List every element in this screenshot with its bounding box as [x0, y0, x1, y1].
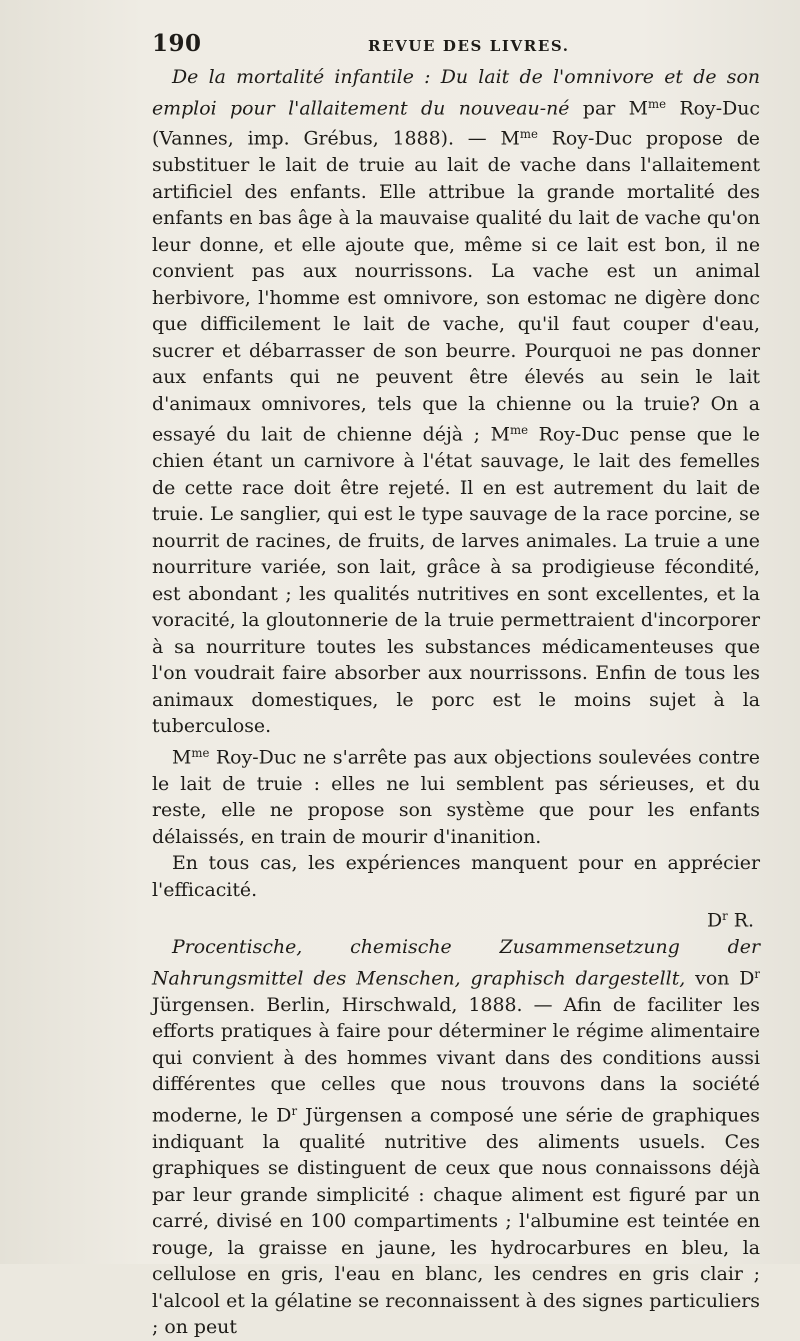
superscript: me: [191, 745, 210, 760]
review-author-lead: von D: [685, 967, 755, 990]
review-nahrungsmittel: [152, 934, 760, 1340]
superscript: me: [648, 96, 667, 111]
superscript: me: [510, 423, 529, 438]
review-text: Roy-Duc pense que le chien étant un carnivore à l'état sauvage, le lait des femelles de cette race doit être rejeté. Il en est autrement du lait de truie. Le sanglier, qui est le type sauvage de la race porcine, se nourrit de racines, de fruits, de larves animales. La truie a une nourriture variée, son lait, grâce à sa prodigieuse fécondité, est abondant ; les qualités nutritives en sont excellentes, et la voracité, la gloutonnerie de la truie permettraient d'incorporer à sa nourriture toutes les substances médicamenteuses que l'on voudrait faire absorber aux nourrissons. Enfin de tous les animaux domestiques, le porc est le moins sujet à la tuberculose.: [152, 423, 760, 738]
review-title: De la mortalité infantile : Du lait de l'omnivore et de son emploi pour l'allaitement du nouveau-né: [152, 66, 760, 119]
review-paragraph: [152, 740, 760, 850]
review-text: Jürgensen a composé une série de graphiques indiquant la qualité nutritive des aliments usuels. Ces graphiques se distinguent de ceux que nous connaissons déjà par leur grande simplicité : chaque aliment est figuré par un carré, divisé en 100 compartiments ; l'albumine est teintée en rouge, la graisse en jaune, les hydrocarbures en bleu, la cellulose en gris, l'eau en blanc, les cendres en gris clair ; l'alcool et la gélatine se reconnaissent à des signes particuliers ; on peut: [152, 1104, 760, 1339]
superscript: me: [519, 127, 538, 142]
running-head: REVUE DES LIVRES.: [368, 37, 570, 55]
page-body: [152, 64, 760, 1341]
review-signature: [152, 903, 760, 934]
review-author-lead: par M: [569, 96, 648, 119]
review-text: Roy-Duc propose de substituer le lait de truie au lait de vache dans l'allaitement artificiel des enfants. Elle attribue la grande mortalité des enfants en bas âge à la mauvaise qualité du lait de vache qu'on leur donne, et elle ajoute que, même si ce lait est bon, il ne convient pas aux nourrissons. La vache est un animal herbivore, l'homme est omnivore, son estomac ne digère donc que difficilement le lait de vache, qu'il faut couper d'eau, sucrer et débarrasser de son beurre. Pourquoi ne pas donner aux enfants qui ne peuvent être élevés au sein le lait d'animaux omnivores, tels que la chienne ou la truie? On a essayé du lait de chienne déjà ; M: [152, 127, 760, 446]
page-number: 190: [152, 30, 202, 57]
signature-rest: R.: [727, 909, 754, 932]
superscript: r: [291, 1103, 298, 1118]
review-author-rest: Roy-Duc (Vannes, imp. Grébus, 1888). — M: [152, 96, 760, 150]
paragraph-text: Roy-Duc ne s'arrête pas aux objections soulevées contre le lait de truie : elles ne lui semblent pas sérieuses, et du reste, elle ne propose son système que pour les enfants délaissés, en train de mourir d'inanition.: [152, 746, 760, 848]
superscript: r: [754, 966, 760, 981]
paragraph-text: En tous cas, les expériences manquent pour en apprécier l'efficacité.: [152, 852, 760, 901]
review-author-rest: Jürgensen. Berlin, Hirschwald, 1888. — Afin de faciliter les efforts pratiques à faire pour déterminer le régime alimentaire qui convient à des hommes vivant dans des conditions aussi différentes que celles que nous trouvons dans la société moderne, le D: [152, 993, 760, 1127]
review-mortalite-infantile: [152, 64, 760, 740]
superscript: r: [722, 909, 728, 924]
paragraph-lead: M: [172, 746, 192, 769]
review-title: Procentische, chemische Zusammensetzung der Nahrungsmittel des Menschen, graphisch dargestellt,: [152, 936, 760, 990]
review-paragraph: [152, 850, 760, 934]
signature-lead: D: [707, 909, 723, 932]
page-header: [152, 30, 760, 64]
